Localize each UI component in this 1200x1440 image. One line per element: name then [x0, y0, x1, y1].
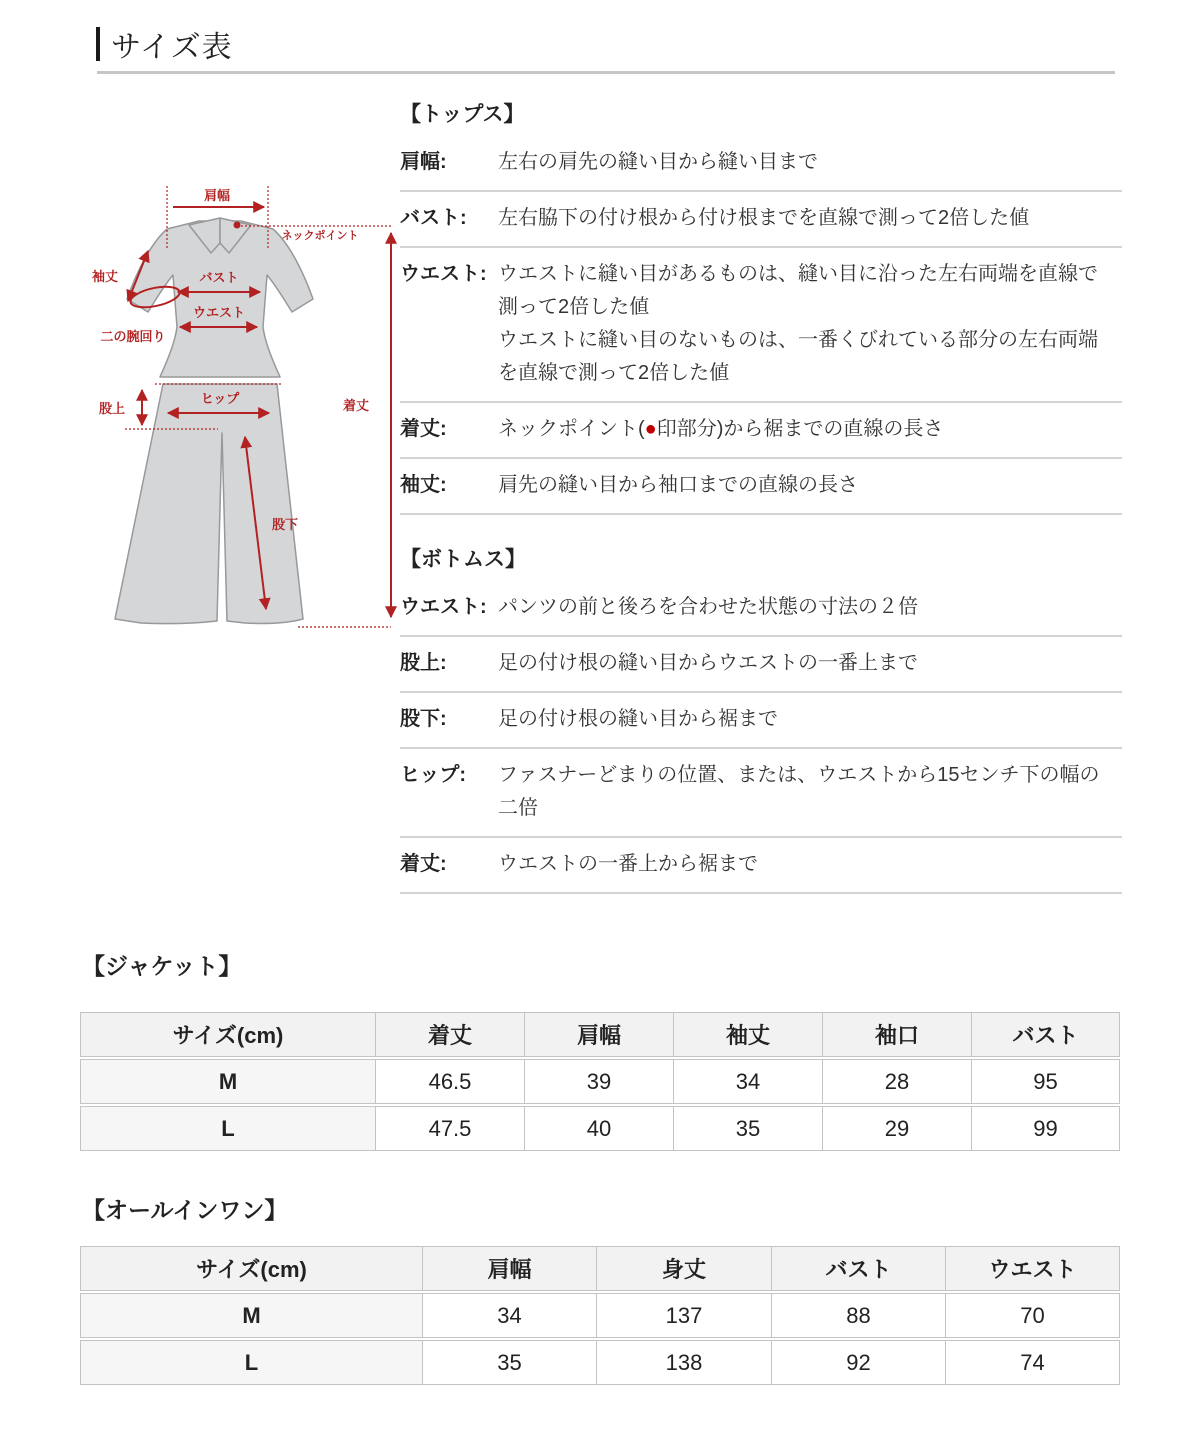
value-cell: 39: [525, 1059, 674, 1104]
value-cell: 34: [423, 1293, 597, 1338]
value-cell: 28: [823, 1059, 972, 1104]
value-cell: 74: [946, 1340, 1120, 1385]
def-desc: パンツの前と後ろを合わせた状態の寸法の２倍: [498, 596, 918, 618]
size-cell: L: [80, 1106, 376, 1151]
def-label: ウエスト:: [400, 596, 487, 618]
def-label: 股上:: [400, 652, 447, 674]
neck-point-dot-glyph: ●: [644, 418, 657, 440]
def-desc-prefix: ネックポイント(: [498, 418, 645, 440]
title-accent-bar: [96, 27, 100, 61]
value-cell: 40: [525, 1106, 674, 1151]
def-row-inseam: [400, 693, 1122, 749]
def-desc: 肩先の縫い目から袖口までの直線の長さ: [498, 474, 858, 496]
table-row-l: [80, 1340, 1120, 1385]
def-desc-suffix: 印部分)から裾までの直線の長さ: [656, 418, 944, 440]
measurement-definitions: [400, 98, 1122, 894]
def-desc: ウエストの一番上から裾まで: [498, 853, 758, 875]
def-label: バスト:: [400, 207, 467, 229]
def-desc: 左右脇下の付け根から付け根までを直線で測って2倍した値: [498, 207, 1030, 229]
allinone-table-heading: 【オールインワン】: [82, 1197, 288, 1223]
def-row-sleeve-length: [400, 459, 1122, 515]
tops-heading: 【トップス】: [400, 103, 525, 126]
value-cell: 35: [674, 1106, 823, 1151]
jacket-size-table: [80, 1010, 1120, 1153]
def-row-bust: [400, 192, 1122, 248]
size-cell: L: [80, 1340, 423, 1385]
value-cell: 70: [946, 1293, 1120, 1338]
col-header-size: サイズ(cm): [80, 1246, 423, 1291]
col-header-shoulder: 肩幅: [423, 1246, 597, 1291]
col-header-bust: バスト: [772, 1246, 946, 1291]
value-cell: 88: [772, 1293, 946, 1338]
col-header-body-length: 身丈: [597, 1246, 772, 1291]
value-cell: 95: [972, 1059, 1120, 1104]
def-desc: 足の付け根の縫い目から裾まで: [498, 708, 778, 730]
def-desc: [498, 413, 1110, 446]
title-divider: [97, 71, 1115, 74]
col-header-sleeve: 袖丈: [674, 1012, 823, 1057]
def-desc: [498, 258, 1110, 390]
value-cell: 99: [972, 1106, 1120, 1151]
value-cell: 29: [823, 1106, 972, 1151]
rise-label: 股上: [98, 401, 126, 416]
def-desc: 足の付け根の縫い目からウエストの一番上まで: [498, 652, 918, 674]
size-cell: M: [80, 1059, 376, 1104]
jacket-table-heading: 【ジャケット】: [82, 953, 242, 979]
neck-point-dot: [234, 222, 241, 229]
inseam-label: 股下: [272, 517, 299, 532]
def-label: 肩幅:: [400, 151, 447, 173]
def-label: 股下:: [400, 708, 447, 730]
length-label: 着丈: [342, 398, 369, 413]
upper-arm-label: 二の腕回り: [100, 329, 166, 344]
def-label: 着丈:: [400, 418, 447, 440]
def-row-waist-bottom: [400, 581, 1122, 637]
def-label: ヒップ:: [400, 764, 467, 786]
waist-label: ウエスト: [192, 305, 246, 320]
sleeve-length-label: 袖丈: [91, 269, 119, 284]
def-row-length-bottom: [400, 838, 1122, 894]
table-row-m: [80, 1059, 1120, 1104]
def-desc-line: ウエストに縫い目があるものは、縫い目に沿った左右両端を直線で測って2倍した値: [498, 263, 1098, 318]
bottoms-heading: 【ボトムス】: [400, 548, 526, 571]
value-cell: 92: [772, 1340, 946, 1385]
col-header-size: サイズ(cm): [80, 1012, 376, 1057]
col-header-length: 着丈: [376, 1012, 525, 1057]
neck-point-label: ネックポイント: [281, 230, 359, 242]
def-label: 袖丈:: [400, 474, 447, 496]
table-row-l: [80, 1106, 1120, 1151]
def-row-shoulder-width: [400, 136, 1122, 192]
value-cell: 137: [597, 1293, 772, 1338]
hip-label: ヒップ: [200, 391, 240, 406]
bust-label: バスト: [199, 270, 239, 285]
def-row-waist-top: [400, 248, 1122, 403]
table-row-m: [80, 1293, 1120, 1338]
def-label: 着丈:: [400, 853, 447, 875]
page-title: サイズ表: [111, 31, 233, 64]
value-cell: 46.5: [376, 1059, 525, 1104]
value-cell: 35: [423, 1340, 597, 1385]
col-header-bust: バスト: [972, 1012, 1120, 1057]
def-row-rise: [400, 637, 1122, 693]
col-header-cuff: 袖口: [823, 1012, 972, 1057]
allinone-size-table: [80, 1244, 1120, 1387]
def-desc: ファスナーどまりの位置、または、ウエストから15センチ下の幅の二倍: [498, 764, 1100, 819]
table-header-row: [80, 1012, 1120, 1057]
def-desc: 左右の肩先の縫い目から縫い目まで: [498, 151, 818, 173]
def-desc-line: ウエストに縫い目のないものは、一番くびれている部分の左右両端を直線で測って2倍した値: [498, 329, 1098, 384]
size-cell: M: [80, 1293, 423, 1338]
table-header-row: [80, 1246, 1120, 1291]
shoulder-width-label: 肩幅: [203, 188, 231, 203]
measurement-diagram: [85, 163, 407, 641]
value-cell: 138: [597, 1340, 772, 1385]
page-header: [96, 22, 233, 66]
shirt-shape: [127, 221, 313, 377]
col-header-shoulder: 肩幅: [525, 1012, 674, 1057]
pants-shape: [115, 384, 303, 624]
col-header-waist: ウエスト: [946, 1246, 1120, 1291]
def-row-length-top: [400, 403, 1122, 459]
value-cell: 47.5: [376, 1106, 525, 1151]
value-cell: 34: [674, 1059, 823, 1104]
def-label: ウエスト:: [400, 263, 487, 285]
def-row-hip: [400, 749, 1122, 838]
